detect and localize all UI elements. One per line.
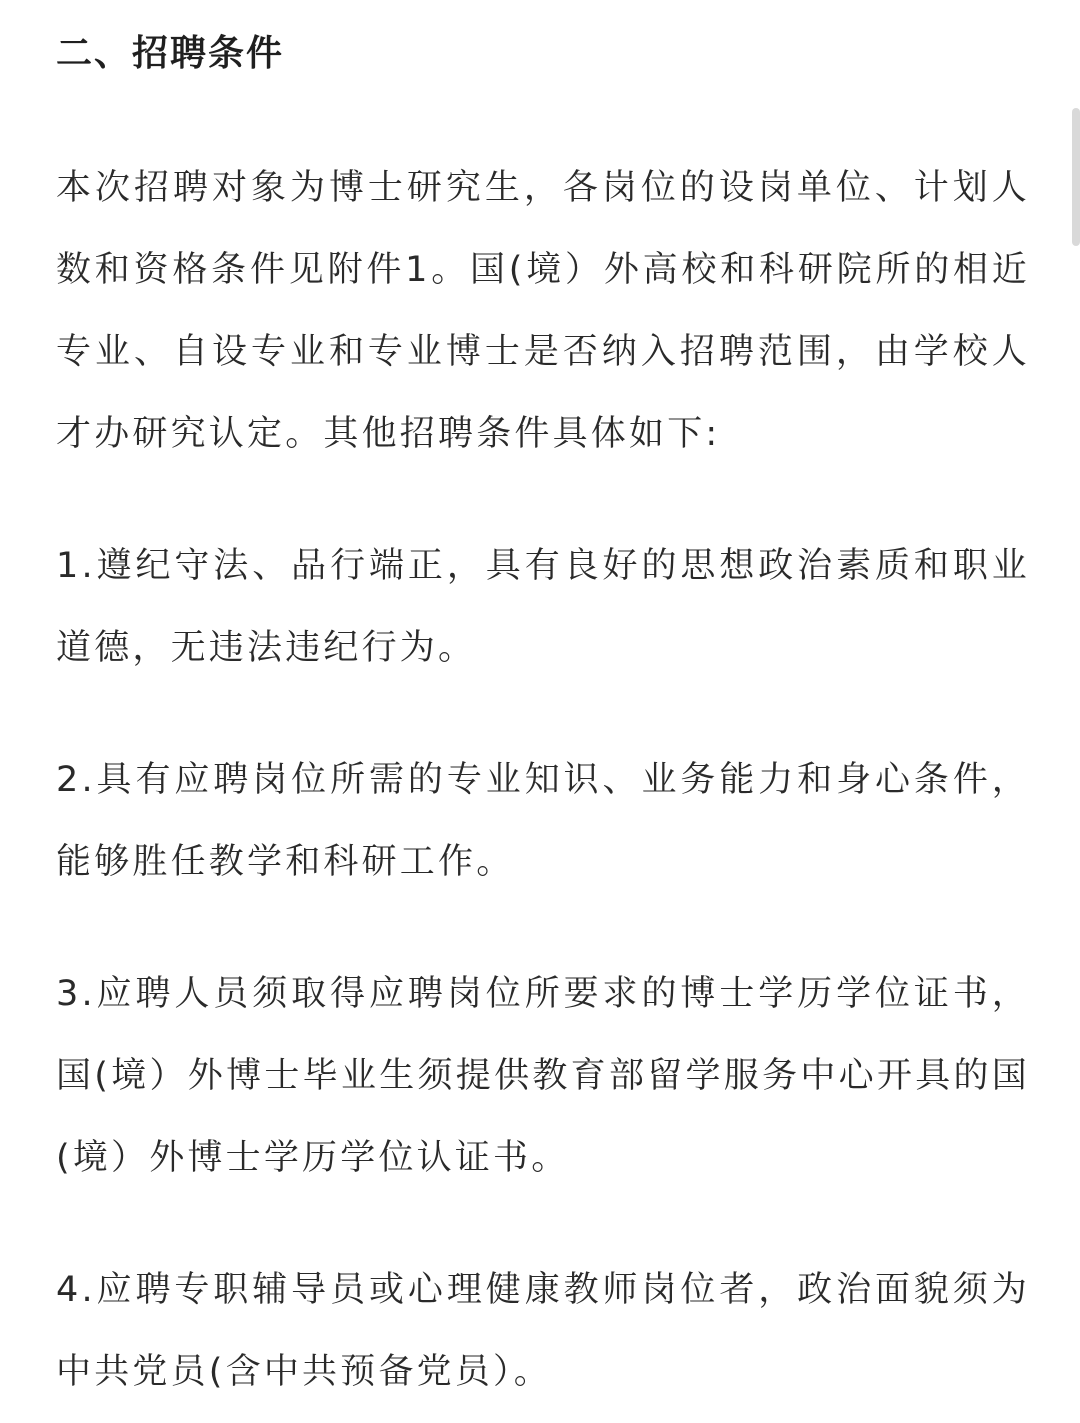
list-item: 2.具有应聘岗位所需的专业知识、业务能力和身心条件，能够胜任教学和科研工作。 — [56, 760, 1030, 882]
section-title: 二、招聘条件 — [56, 33, 285, 74]
list-item: 3.应聘人员须取得应聘岗位所要求的博士学历学位证书，国(境）外博士毕业生须提供教育部留学服务中心开具的国(境）外博士学历学位认证书。 — [56, 974, 1030, 1178]
scrollbar-thumb[interactable] — [1072, 108, 1080, 246]
list-item: 4.应聘专职辅导员或心理健康教师岗位者，政治面貌须为中共党员(含中共预备党员）。 — [56, 1270, 1030, 1392]
intro-paragraph: 本次招聘对象为博士研究生，各岗位的设岗单位、计划人数和资格条件见附件1。国(境）外高校和科研院所的相近专业、自设专业和专业博士是否纳入招聘范围，由学校人才办研究认定。其他招聘条件具体如下: — [56, 168, 1030, 454]
article-body — [56, 0, 1030, 1413]
list-item: 1.遵纪守法、品行端正，具有良好的思想政治素质和职业道德，无违法违纪行为。 — [56, 546, 1030, 668]
